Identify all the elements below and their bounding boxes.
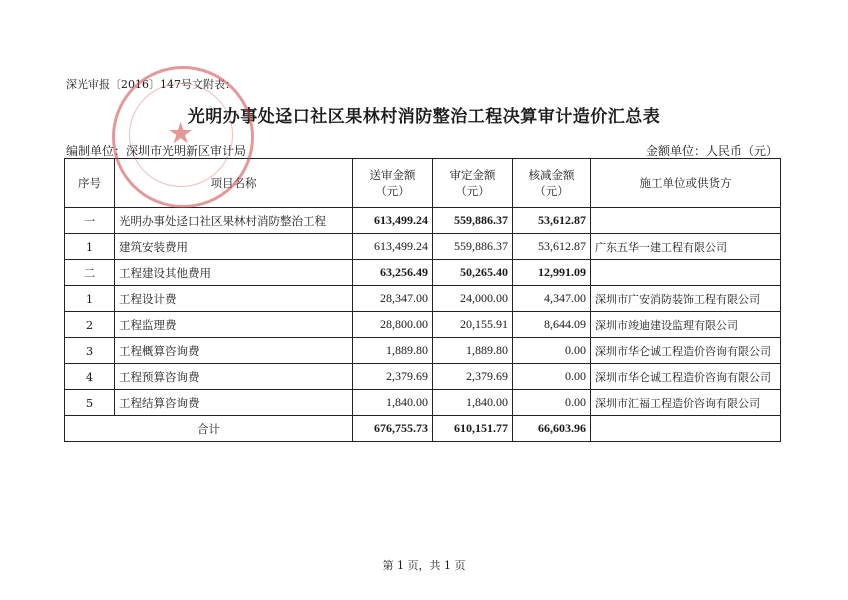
cell-contractor: 深圳市汇福工程造价咨询有限公司 bbox=[591, 390, 781, 416]
table-row bbox=[65, 234, 781, 260]
total-reduction: 66,603.96 bbox=[513, 416, 591, 442]
cell-seq: 5 bbox=[65, 390, 115, 416]
cell-reduction: 0.00 bbox=[513, 364, 591, 390]
cell-reduction: 8,644.09 bbox=[513, 312, 591, 338]
cell-name: 建筑安装费用 bbox=[115, 234, 353, 260]
cell-seq: 一 bbox=[65, 208, 115, 234]
header-submitted-line2: （元） bbox=[375, 184, 410, 198]
cell-submitted: 28,800.00 bbox=[353, 312, 433, 338]
total-label: 合计 bbox=[65, 416, 353, 442]
cell-name: 工程概算咨询费 bbox=[115, 338, 353, 364]
cell-seq: 3 bbox=[65, 338, 115, 364]
cell-approved: 2,379.69 bbox=[433, 364, 513, 390]
cell-submitted: 613,499.24 bbox=[353, 234, 433, 260]
cell-contractor: 深圳市华仑诚工程造价咨询有限公司 bbox=[591, 364, 781, 390]
cell-name: 工程监理费 bbox=[115, 312, 353, 338]
cell-seq: 2 bbox=[65, 312, 115, 338]
header-submitted bbox=[353, 159, 433, 208]
document-reference: 深光审报〔2016〕147号文附表： bbox=[66, 78, 236, 91]
cell-approved: 1,889.80 bbox=[433, 338, 513, 364]
cell-contractor: 广东五华一建工程有限公司 bbox=[591, 234, 781, 260]
cell-seq: 二 bbox=[65, 260, 115, 286]
currency-unit: 金额单位：人民币（元） bbox=[645, 144, 778, 158]
table-row bbox=[65, 260, 781, 286]
cell-contractor: 深圳市广安消防装饰工程有限公司 bbox=[591, 286, 781, 312]
cell-seq: 1 bbox=[65, 286, 115, 312]
table-row bbox=[65, 208, 781, 234]
cell-reduction: 53,612.87 bbox=[513, 208, 591, 234]
header-approved-line2: （元） bbox=[455, 184, 490, 198]
cell-contractor: 深圳市华仑诚工程造价咨询有限公司 bbox=[591, 338, 781, 364]
cell-contractor bbox=[591, 260, 781, 286]
header-approved-line1: 审定金额 bbox=[449, 168, 496, 182]
cell-name: 工程建设其他费用 bbox=[115, 260, 353, 286]
cell-submitted: 28,347.00 bbox=[353, 286, 433, 312]
cell-approved: 24,000.00 bbox=[433, 286, 513, 312]
table-row bbox=[65, 338, 781, 364]
header-submitted-line1: 送审金额 bbox=[369, 168, 416, 182]
header-reduction-line1: 核减金额 bbox=[528, 168, 575, 182]
document-title: 光明办事处迳口社区果林村消防整治工程决算审计造价汇总表 bbox=[187, 107, 661, 127]
header-contractor: 施工单位或供货方 bbox=[591, 159, 781, 208]
total-contractor-empty bbox=[591, 416, 781, 442]
cell-reduction: 0.00 bbox=[513, 390, 591, 416]
header-reduction-line2: （元） bbox=[534, 184, 569, 198]
compiler-unit: 编制单位：深圳市光明新区审计局 bbox=[66, 144, 247, 158]
total-approved: 610,151.77 bbox=[433, 416, 513, 442]
cell-approved: 559,886.37 bbox=[433, 208, 513, 234]
cell-approved: 559,886.37 bbox=[433, 234, 513, 260]
table-row bbox=[65, 286, 781, 312]
cell-name: 工程设计费 bbox=[115, 286, 353, 312]
cell-approved: 50,265.40 bbox=[433, 260, 513, 286]
cell-contractor: 深圳市竣迪建设监理有限公司 bbox=[591, 312, 781, 338]
header-reduction bbox=[513, 159, 591, 208]
page-footer: 第 1 页，共 1 页 bbox=[382, 559, 466, 572]
cell-approved: 20,155.91 bbox=[433, 312, 513, 338]
table-row bbox=[65, 312, 781, 338]
cell-reduction: 12,991.09 bbox=[513, 260, 591, 286]
table-header-row bbox=[65, 159, 781, 208]
cell-name: 工程结算咨询费 bbox=[115, 390, 353, 416]
table-row bbox=[65, 364, 781, 390]
cell-submitted: 63,256.49 bbox=[353, 260, 433, 286]
cell-seq: 1 bbox=[65, 234, 115, 260]
header-seq: 序号 bbox=[65, 159, 115, 208]
cell-submitted: 613,499.24 bbox=[353, 208, 433, 234]
cell-reduction: 0.00 bbox=[513, 338, 591, 364]
seal-star-icon: ★ bbox=[169, 119, 193, 149]
total-row bbox=[65, 416, 781, 442]
cell-submitted: 1,889.80 bbox=[353, 338, 433, 364]
cell-reduction: 4,347.00 bbox=[513, 286, 591, 312]
total-submitted: 676,755.73 bbox=[353, 416, 433, 442]
cell-name: 光明办事处迳口社区果林村消防整治工程 bbox=[115, 208, 353, 234]
audit-summary-table bbox=[64, 158, 781, 442]
header-name: 项目名称 bbox=[115, 159, 353, 208]
cell-reduction: 53,612.87 bbox=[513, 234, 591, 260]
cell-name: 工程预算咨询费 bbox=[115, 364, 353, 390]
cell-approved: 1,840.00 bbox=[433, 390, 513, 416]
cell-submitted: 2,379.69 bbox=[353, 364, 433, 390]
cell-contractor bbox=[591, 208, 781, 234]
header-approved bbox=[433, 159, 513, 208]
cell-submitted: 1,840.00 bbox=[353, 390, 433, 416]
table-row bbox=[65, 390, 781, 416]
cell-seq: 4 bbox=[65, 364, 115, 390]
